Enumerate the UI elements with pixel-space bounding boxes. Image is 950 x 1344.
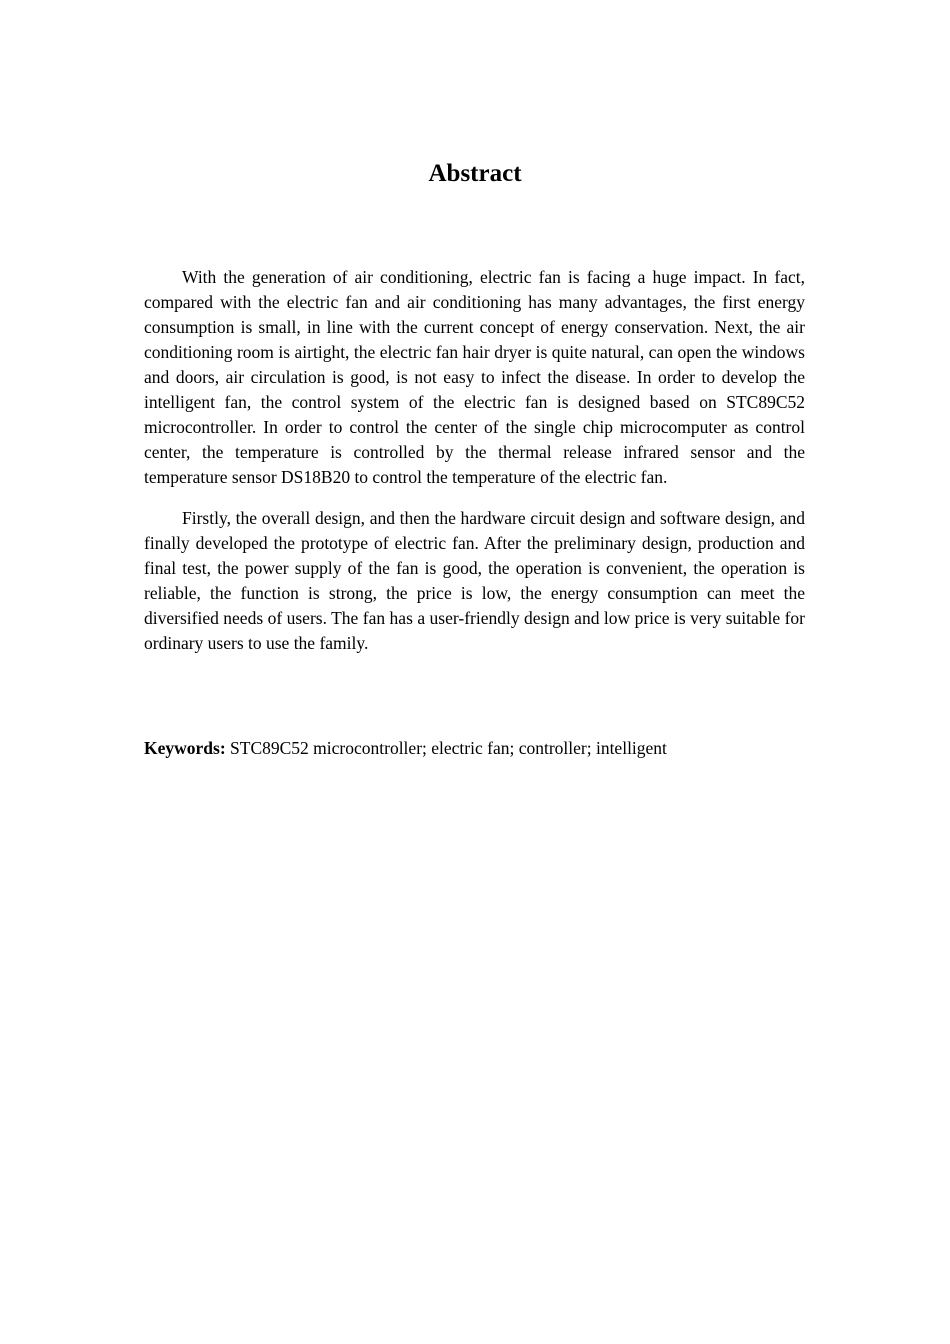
abstract-body	[144, 265, 805, 672]
abstract-paragraph-2: Firstly, the overall design, and then the hardware circuit design and software design, and finally developed the prototype of electric fan. After the preliminary design, production and final test, the power supply of the fan is good, the operation is convenient, the operation is reliable, the function is strong, the price is low, the energy consumption can meet the diversified needs of users. The fan has a user-friendly design and low price is very suitable for ordinary users to use the family.	[144, 508, 805, 653]
keywords-text: STC89C52 microcontroller; electric fan; controller; intelligent	[225, 738, 667, 758]
abstract-title: Abstract	[428, 160, 522, 187]
keywords-line	[144, 736, 805, 761]
keywords-label: Keywords:	[144, 738, 226, 758]
abstract-paragraph-1: With the generation of air conditioning, electric fan is facing a huge impact. In fact, compared with the electric fan and air conditioning has many advantages, the first energy consumption is small, in line with the current concept of energy conservation. Next, the air conditioning room is airtight, the electric fan hair dryer is quite natural, can open the windows and doors, air circulation is good, is not easy to infect the disease. In order to develop the intelligent fan, the control system of the electric fan is designed based on STC89C52 microcontroller. In order to control the center of the single chip microcomputer as control center, the temperature is controlled by the thermal release infrared sensor and the temperature sensor DS18B20 to control the temperature of the electric fan.	[144, 267, 805, 487]
